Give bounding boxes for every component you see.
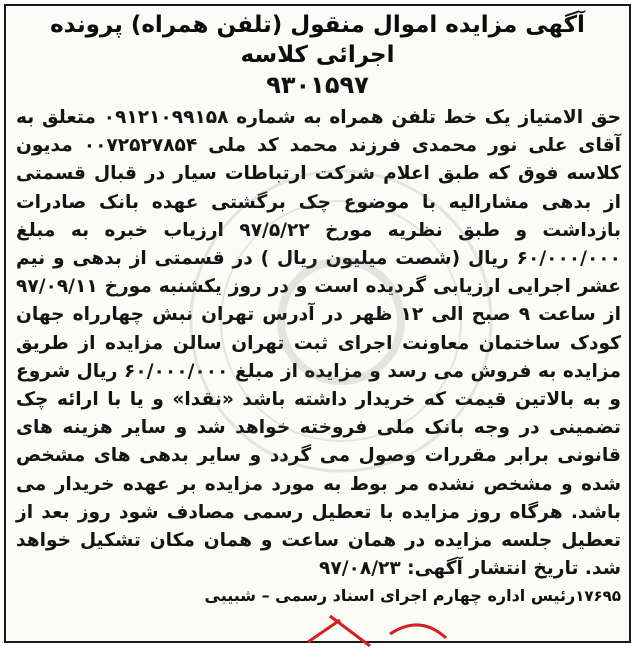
notice-title: آگهی مزایده اموال منقول (تلفن همراه) پرونده اجرائی کلاسه: [50, 12, 585, 68]
footer-number: ۱۷۶۹۵: [575, 587, 621, 606]
notice-footer: [6, 583, 629, 607]
notice-body-paragraph: حق الامتیاز یک خط تلفن همراه به شماره ۰۹۱۲۱۰۹۹۱۵۸ متعلق به آقای علی نور محمدی فرزند محمد کد ملی ۰۰۷۲۵۲۷۸۵۴ مدیون کلاسه فوق که طبق اعلام شرکت ارتباطات سیار در قبال قسمتی از بدهی مشارالیه با موضوع چک برگشتی عهده بانک صادرات بازداشت و طبق نظریه مورخ ۹۷/۵/۲۲ ارزیاب خبره به مبلغ ۶۰/۰۰۰/۰۰۰ ریال (شصت میلیون ریال ) در قسمتی از بدهی و نیم عشر اجرایی ارزیابی گردیده است و در روز یکشنبه مورخ ۹۷/۰۹/۱۱ از ساعت ۹ صبح الی ۱۲ ظهر در آدرس تهران نبش چهارراه جهان کودک ساختمان معاونت اجرای ثبت تهران سالن مزایده از طریق مزایده به فروش می رسد و مزایده از مبلغ ۶۰/۰۰۰/۰۰۰ ریال شروع و به بالاتین قیمت که خریدار داشته باشد «نقدا» و یا با ارائه چک تضمینی در وجه بانک ملی فروخته خواهد شد و سایر هزینه های قانونی برابر مقررات وصول می گردد و سایر بدهی های مشخص شده و مشخص نشده مر بوط به مورد مزایده بر عهده خریدار می باشد. هرگاه روز مزایده با تعطیل رسمی مصادف شود روز بعد از تعطیل جلسه مزایده در همان ساعت و همان مکان تشکیل خواهد شد. تاریخ انتشار آگهی: ۹۷/۰۸/۲۳: [16, 107, 622, 580]
case-number: ۹۳۰۱۵۹۷: [266, 71, 369, 99]
auction-notice: [4, 4, 631, 643]
footer-signature: رئیس اداره چهارم اجرای اسناد رسمی – شبیبی: [204, 586, 576, 606]
notice-body: [6, 104, 629, 583]
